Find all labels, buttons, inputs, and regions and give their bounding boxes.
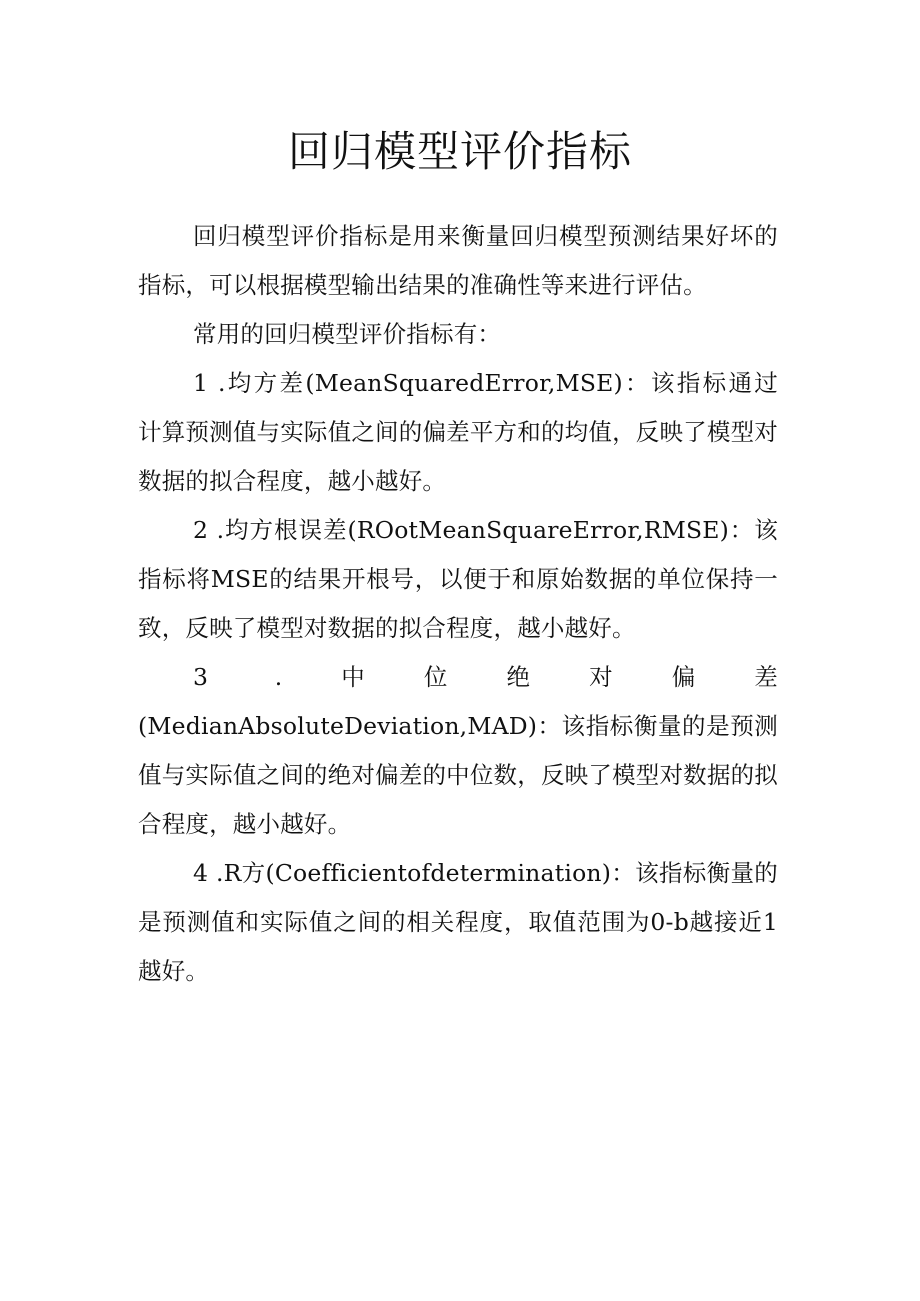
paragraph-item-mse: 1 .均方差(MeanSquaredError,MSE)：该指标通过计算预测值与实际值之间的偏差平方和的均值，反映了模型对数据的拟合程度，越小越好。 [138,369,778,495]
paragraph-item-rmse: 2 .均方根误差(ROotMeanSquareError,RMSE)：该指标将MSE的结果开根号，以便于和原始数据的单位保持一致，反映了模型对数据的拟合程度，越小越好。 [138,516,778,642]
paragraph-item-r-squared: 4 .R方(Coefficientofdetermination)：该指标衡量的是预测值和实际值之间的相关程度，取值范围为0-b越接近1越好。 [138,859,778,985]
paragraph-intro: 回归模型评价指标是用来衡量回归模型预测结果好坏的指标，可以根据模型输出结果的准确性等来进行评估。 [138,222,778,299]
document-body [138,212,778,996]
paragraph-list-intro: 常用的回归模型评价指标有： [193,320,502,348]
paragraph-item-mad: 3 .中位绝对偏差(MedianAbsoluteDeviation,MAD)：该指标衡量的是预测值与实际值之间的绝对偏差的中位数，反映了模型对数据的拟合程度，越小越好。 [138,663,778,838]
document-title: 回归模型评价指标 [287,127,632,176]
